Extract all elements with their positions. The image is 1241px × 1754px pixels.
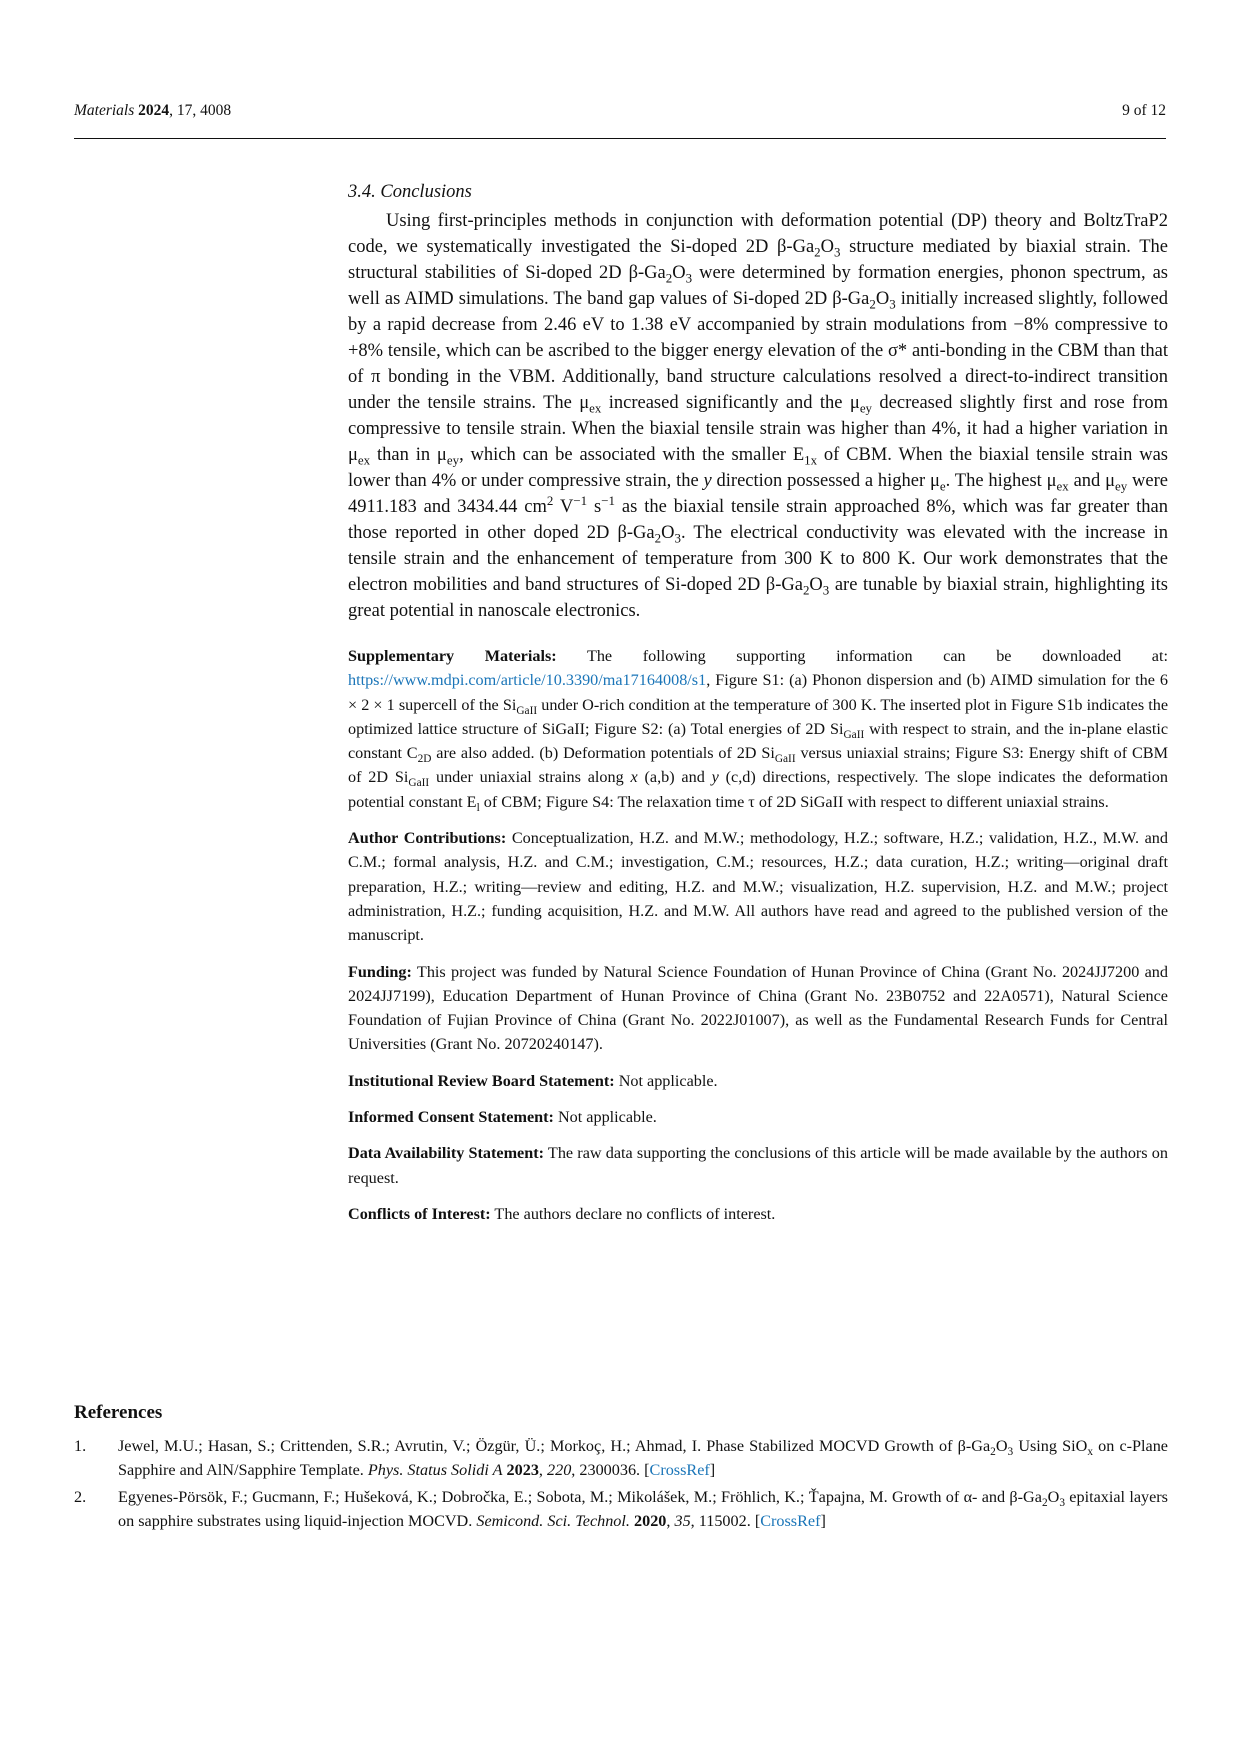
funding-label: Funding: — [348, 962, 412, 981]
consent-text: Not applicable. — [553, 1108, 657, 1127]
funding — [348, 960, 1168, 1057]
informed-consent-statement — [348, 1105, 1168, 1129]
journal-volume: , 17, 4008 — [169, 102, 232, 119]
reference-text: Jewel, M.U.; Hasan, S.; Crittenden, S.R.; Avrutin, V.; Özgür, Ü.; Morkoç, H.; Ahmad, I. Phase Stabilized MOCVD Growth of $\beta-Ga_2O_3$ Using SiO$_x$ on c-Plane Sapphire and AlN/Sapphire Template. Phys. Status Solidi A 2023, 220, 2300036. — [118, 1437, 1168, 1480]
supplementary-figures: , Figure S1: (a) Phonon dispersion and (b) AIMD simulation for the 6 × 2 × 1 supercell of the $Si_{GaII}$ under O-rich condition at the temperature of 300 K. The inserted plot in Figure S1b indicates the optimized lattice structure of SiGaII; Figure S2: (a) Total energies of 2D $Si_{GaII}$ with respect to strain, and the in-plane elastic constant $C_{2D}$ are also added. (b) Deformation potentials of 2D $Si_{GaII}$ versus uniaxial strains; Figure S3: Energy shift of CBM of 2D $Si_{GaII}$ under uniaxial strains along x (a,b) and y (c,d) directions, respectively. The slope indicates the deformation potential constant $E_l$ of CBM; Figure S4: The relaxation time τ of 2D SiGaII with respect to different uniaxial strains. — [348, 671, 1169, 815]
journal-year: 2024 — [138, 102, 170, 119]
page-header — [74, 102, 1166, 138]
reference-number: 2. — [74, 1487, 87, 1506]
conflicts-text: The authors declare no conflicts of interest. — [490, 1204, 776, 1223]
consent-label: Informed Consent Statement: — [348, 1108, 554, 1127]
reference-item: 1. Jewel, M.U.; Hasan, S.; Crittenden, S.R.; Avrutin, V.; Özgür, Ü.; Morkoç, H.; Ahmad, I. Phase Stabilized MOCVD Growth of $\beta-Ga_2O_3$ Using SiO$_x$ on c-Plane Sapphire and AlN/Sapphire Template. Phys. Status Solidi A 2023, 220, 2300036. [CrossRef] — [74, 1434, 1168, 1483]
journal-name: Materials — [74, 102, 135, 119]
references-title: References — [74, 1402, 163, 1423]
supplementary-intro: The following supporting information can be downloaded at: — [556, 647, 1168, 665]
section-title: 3.4. Conclusions — [348, 182, 472, 202]
conclusions-paragraph: Using first-principles methods in conjunction with deformation potential (DP) theory and BoltzTraP2 code, we systematically investigated the Si-doped 2D $\beta-Ga_2O_3$ structure mediated by biaxial strain. The structural stabilities of Si-doped 2D $\beta-Ga_2O_3$ were determined by formation energies, phonon spectrum, as well as AIMD simulations. The band gap values of Si-doped 2D $\beta-Ga_2O_3$ initially increased slightly, followed by a rapid decrease from 2.46 eV to 1.38 eV accompanied by strain modulations from −8% compressive to +8% tensile, which can be ascribed to the bigger energy elevation of the σ* anti-bonding in the CBM than that of π bonding in the VBM. Additionally, band structure calculations resolved a direct-to-indirect transition under the tensile strains. The $\mu_{ex}$ increased significantly and the $\mu_{ey}$ decreased slightly first and rose from compressive to tensile strain. When the biaxial tensile strain was higher than 4%, it had a higher variation in $\mu_{ex}$ than in $\mu_{ey}$, which can be associated with the smaller $E_{1x}$ of CBM. When the biaxial tensile strain was lower than 4% or under compressive strain, the y direction possessed a higher $\mu_e$. The highest $\mu_{ex}$ and $\mu_{ey}$ were 4911.183 and 3434.44 $cm^2$ $V^{-1}$ $s^{-1}$ as the biaxial tensile strain approached 8%, which was far greater than those reported in other doped 2D $\beta-Ga_2O_3$. The electrical conductivity was elevated with the increase in tensile strain and the enhancement of temperature from 300 K to 800 K. Our work demonstrates that the electron mobilities and band structures of Si-doped 2D $\beta-Ga_2O_3$ are tunable by biaxial strain, highlighting its great potential in nanoscale electronics. — [348, 211, 1168, 621]
reference-text: Egyenes-Pörsök, F.; Gucmann, F.; Hušeková, K.; Dobročka, E.; Sobota, M.; Mikolášek, M.; Fröhlich, K.; Ťapajna, M. Growth of α- and $\beta-Ga_2O_3$ epitaxial layers on sapphire substrates using liquid-injection MOCVD. Semicond. Sci. Technol. 2020, 35, 115002. — [118, 1487, 1168, 1530]
journal-citation — [74, 102, 231, 120]
supplementary-materials — [348, 644, 1168, 814]
reference-number: 1. — [74, 1437, 87, 1455]
header-rule — [74, 138, 1166, 139]
references-section — [74, 1400, 1168, 1535]
crossref-link[interactable]: CrossRef — [760, 1511, 821, 1530]
author-contributions-label: Author Contributions: — [348, 829, 507, 848]
data-availability-label: Data Availability Statement: — [348, 1144, 545, 1163]
funding-text: This project was funded by Natural Science Foundation of Hunan Province of China (Grant No. 2024JJ7200 and 2024JJ7199), Education Department of Hunan Province of China (Grant No. 23B0752 and 22A0571), Natural Science Foundation of Fujian Province of China (Grant No. 2022J01007), as well as the Fundamental Research Funds for Central Universities (Grant No. 20720240147). — [348, 962, 1168, 1054]
author-contributions-text: Conceptualization, H.Z. and M.W.; methodology, H.Z.; software, H.Z.; validation, H.Z., M.W. and C.M.; formal analysis, H.Z. and C.M.; investigation, C.M.; resources, H.Z.; data curation, H.Z.; writing—original draft preparation, H.Z.; writing—review and editing, H.Z. and M.W.; visualization, H.Z. supervision, H.Z. and M.W.; project administration, H.Z.; funding acquisition, H.Z. and M.W. All authors have read and agreed to the published version of the manuscript. — [348, 829, 1168, 945]
irb-text: Not applicable. — [614, 1071, 718, 1090]
reference-item: 2. Egyenes-Pörsök, F.; Gucmann, F.; Hušeková, K.; Dobročka, E.; Sobota, M.; Mikolášek, M.; Fröhlich, K.; Ťapajna, M. Growth of α- and $\beta-Ga_2O_3$ epitaxial layers on sapphire substrates using liquid-injection MOCVD. Semicond. Sci. Technol. 2020, 35, 115002. [CrossRef] — [74, 1485, 1168, 1534]
main-content — [348, 180, 1168, 1238]
supplementary-link[interactable]: https://www.mdpi.com/article/10.3390/ma17164008/s1 — [348, 671, 707, 690]
data-availability-text: The raw data supporting the conclusions of this article will be made available by the authors on request. — [348, 1144, 1168, 1187]
data-availability-statement — [348, 1141, 1168, 1190]
conflicts-label: Conflicts of Interest: — [348, 1204, 491, 1223]
crossref-link[interactable]: CrossRef — [649, 1461, 710, 1480]
supplementary-label: Supplementary Materials: — [348, 647, 557, 665]
page-number: 9 of 12 — [1122, 102, 1166, 119]
conflicts-of-interest — [348, 1202, 1168, 1226]
irb-label: Institutional Review Board Statement: — [348, 1071, 615, 1090]
irb-statement — [348, 1069, 1168, 1093]
author-contributions — [348, 826, 1168, 947]
